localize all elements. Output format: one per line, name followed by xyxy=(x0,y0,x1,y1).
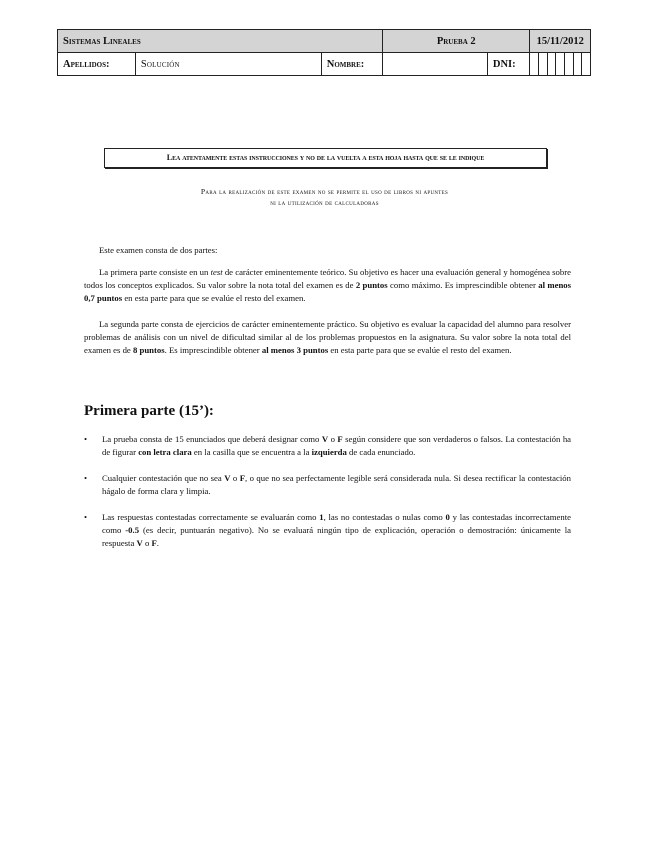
part-one-paragraph: La primera parte consiste en un test de carácter eminentemente teórico. Su objetivo es hacer una evaluación general y homogénea sobre todos los conceptos explicados. Su valor sobre la nota total del examen es de 2 puntos como máximo. Es imprescindible obtener al menos 0,7 puntos en esta parte para que se evalúe el resto del examen. xyxy=(84,267,572,303)
dni-box[interactable] xyxy=(573,53,582,76)
dni-box[interactable] xyxy=(547,53,556,76)
warning-box: Lea atentamente estas instrucciones y no de la vuelta a esta hoja hasta que se le indique xyxy=(104,148,547,168)
course-name: Sistemas Lineales xyxy=(58,30,383,53)
dni-label: DNI: xyxy=(487,53,530,76)
bullet-icon: • xyxy=(84,434,88,444)
bullet-icon: • xyxy=(84,512,88,522)
exam-header-table xyxy=(57,29,591,76)
exam-date: 15/11/2012 xyxy=(530,30,591,53)
surname-label: Apellidos: xyxy=(58,53,136,76)
dni-box[interactable] xyxy=(556,53,565,76)
section-title: Primera parte (15’): xyxy=(84,403,214,419)
surname-field[interactable]: Solución xyxy=(135,53,321,76)
notice-line-2: ni la utilización de calculadoras xyxy=(270,198,379,207)
exam-name: Prueba 2 xyxy=(383,30,530,53)
dni-box[interactable] xyxy=(530,53,539,76)
name-label: Nombre: xyxy=(321,53,382,76)
dni-box[interactable] xyxy=(564,53,573,76)
materials-notice xyxy=(104,186,545,208)
notice-line-1: Para la realización de este examen no se permite el uso de libros ni apuntes xyxy=(200,187,449,196)
bullet-icon: • xyxy=(84,473,88,483)
list-item: • La prueba consta de 15 enunciados que deberá designar como V o F según considere que son verdaderos o falsos. La contestación ha de figurar con letra clara en la casilla que se encuentra a la izquierda de cada enunciado. xyxy=(84,434,572,457)
dni-box[interactable] xyxy=(539,53,548,76)
name-field[interactable] xyxy=(383,53,488,76)
instructions-list xyxy=(84,433,571,563)
list-item: • Las respuestas contestadas correctamente se evaluarán como 1, las no contestadas o nulas como 0 y las contestadas incorrectamente como -0.5 (es decir, puntuarán negativo). No se evaluará ningún tipo de explicación, operación o demostración: únicamente la respuesta V o F. xyxy=(84,512,571,548)
part-two-paragraph: La segunda parte consta de ejercicios de carácter eminentemente práctico. Su objetivo es evaluar la capacidad del alumno para resolver problemas de análisis con un nivel de dificultad similar al de los problemas propuestos en la asignatura. Su valor sobre la nota total del examen es de 8 puntos. Es imprescindible obtener al menos 3 puntos en esta parte para que se evalúe el resto del examen. xyxy=(84,319,571,355)
intro-paragraph: Este examen consta de dos partes: xyxy=(99,245,218,255)
list-item: • Cualquier contestación que no sea V o F, o que no sea perfectamente legible será considerada nula. Si desea rectificar la contestación hágalo de forma clara y limpia. xyxy=(84,473,571,496)
dni-box[interactable] xyxy=(582,53,591,76)
